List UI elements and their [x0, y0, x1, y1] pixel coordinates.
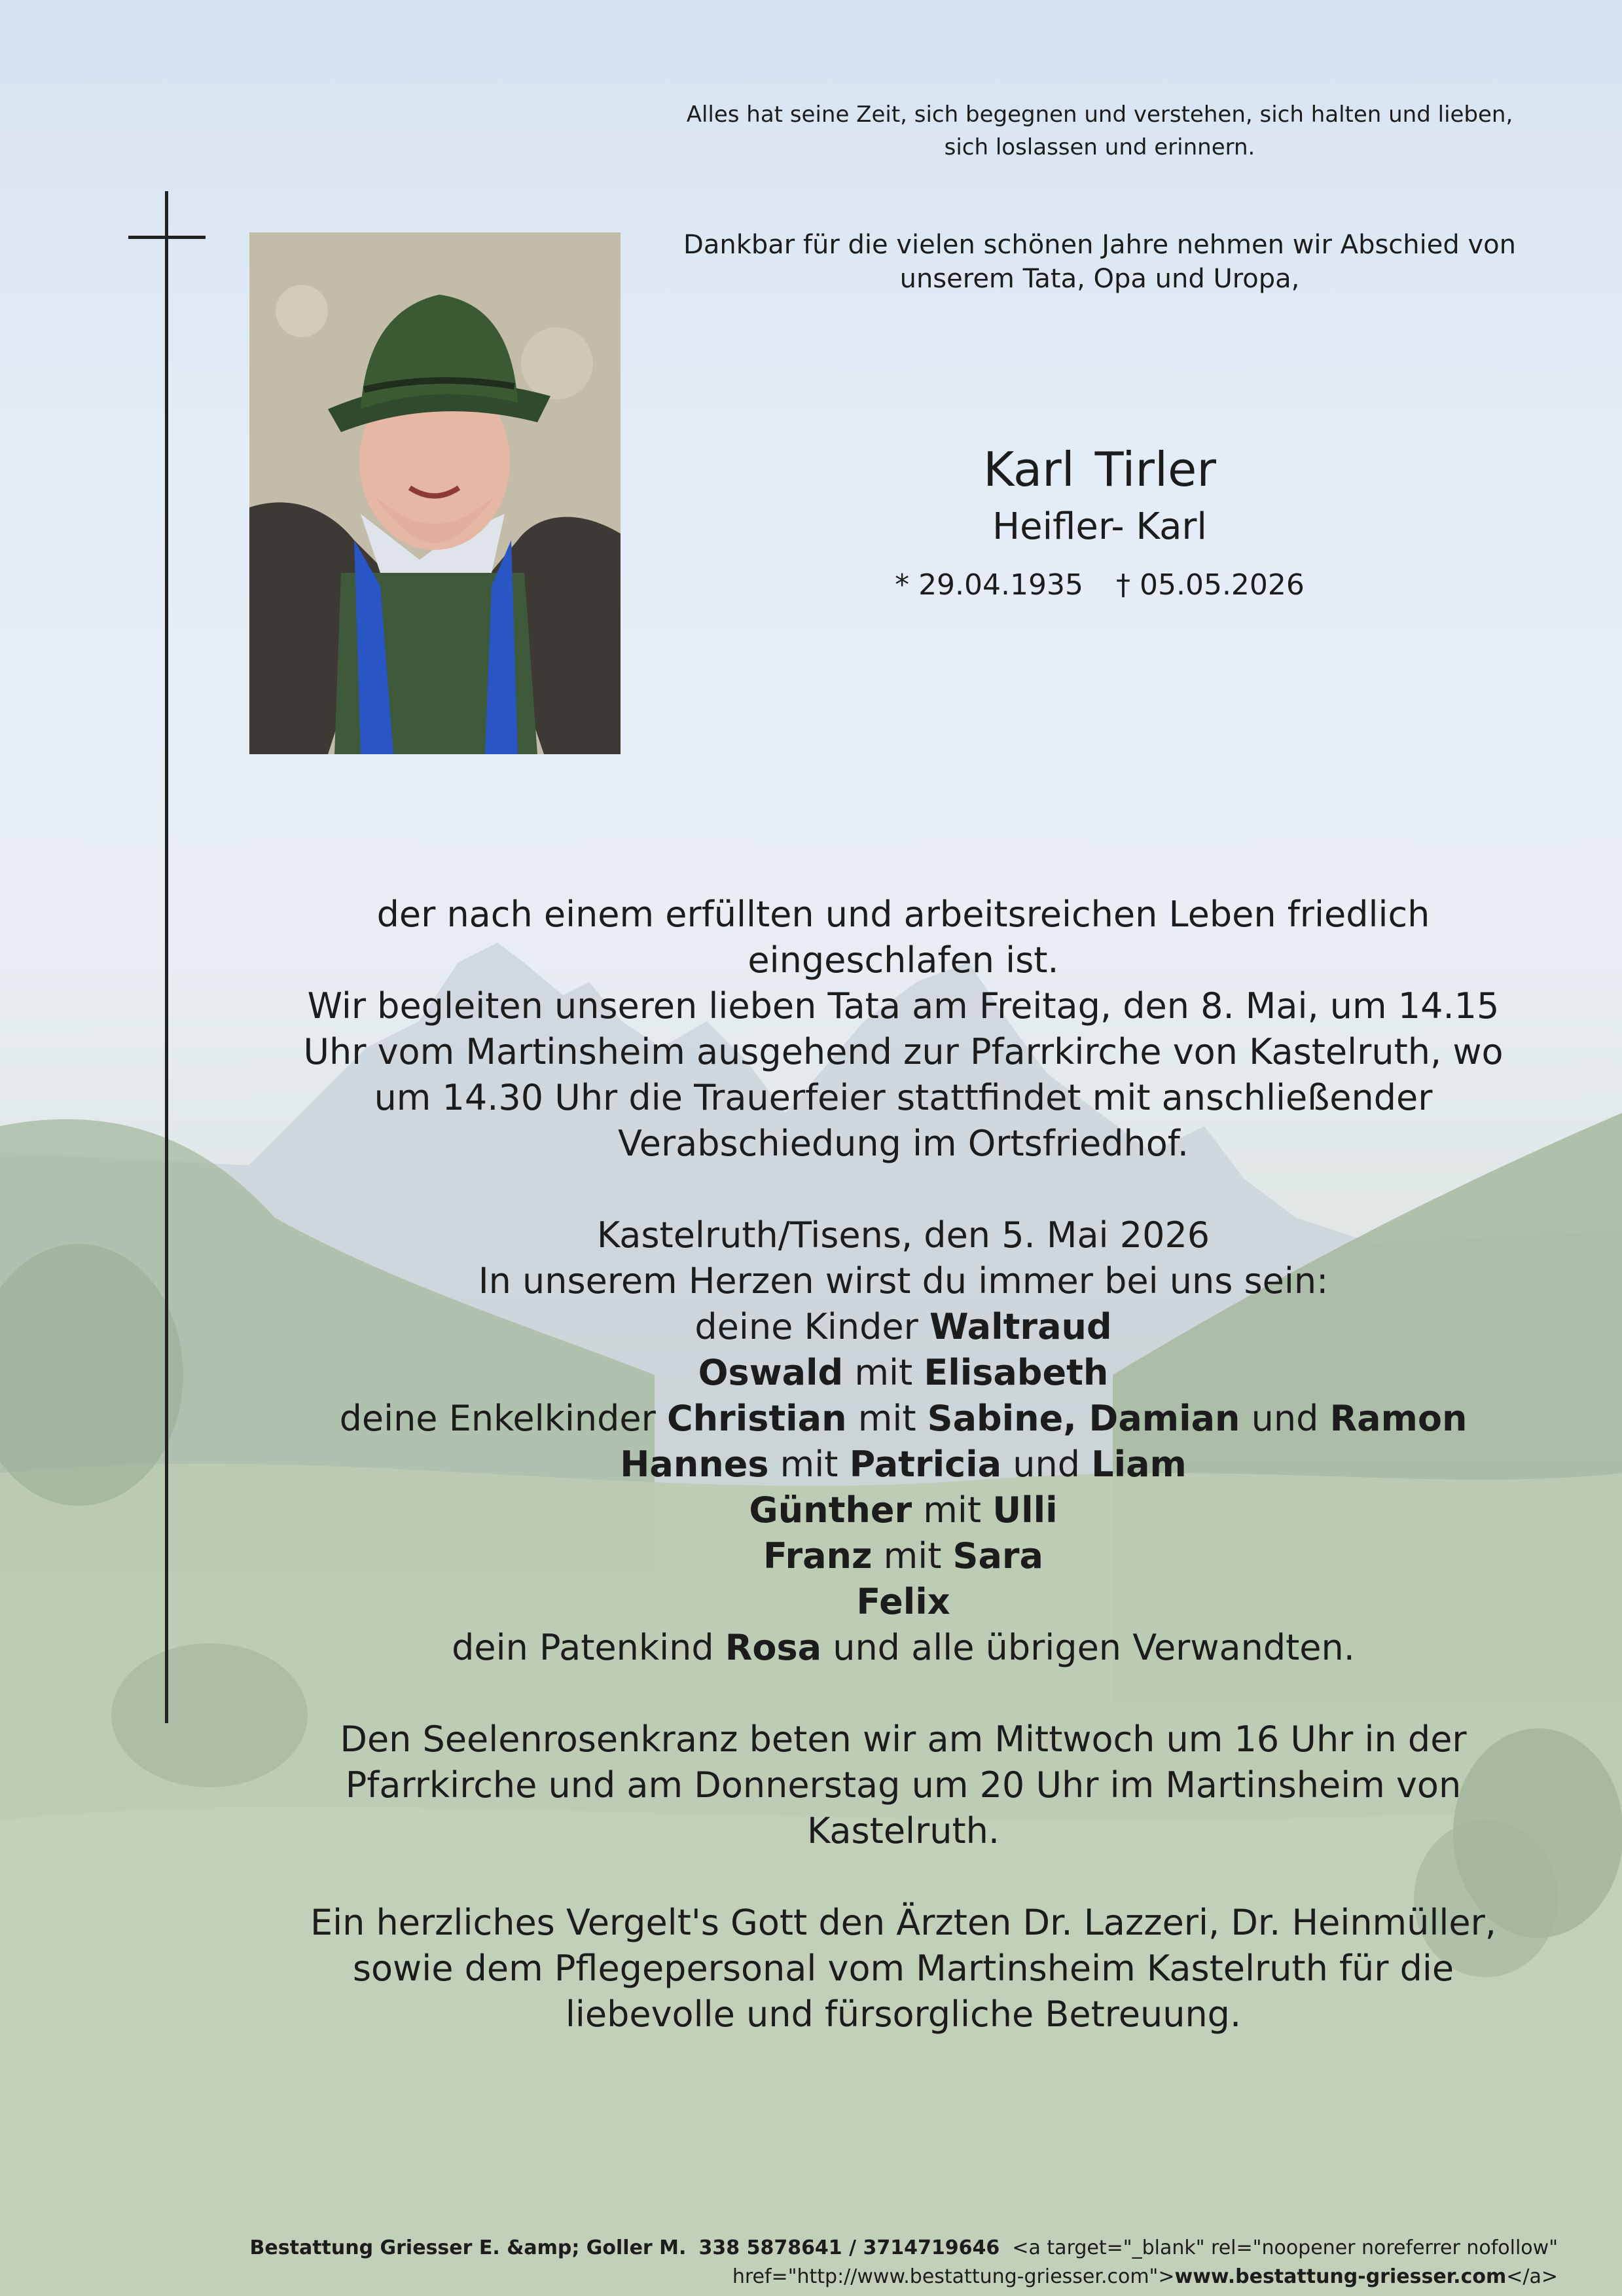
link-markup: <a target="_blank" rel="noopener noreferrer nofollow": [1012, 2236, 1558, 2259]
last-name: Tirler: [1094, 442, 1216, 497]
rosary-line: Kastelruth.: [806, 1810, 1000, 1851]
child-name: Waltraud: [929, 1306, 1112, 1347]
link-markup: </a>: [1506, 2265, 1558, 2288]
grandchild-name: Franz: [763, 1535, 873, 1576]
text-line: der nach einem erfüllten und arbeitsreichen Leben friedlich: [376, 894, 1430, 935]
connector: mit: [883, 1535, 942, 1576]
greatgrandchild-name: Ramon: [1329, 1398, 1468, 1439]
godchild-line: [288, 1625, 1519, 1671]
family-line: [288, 1579, 1519, 1625]
intro-line: unserem Tata, Opa und Uropa,: [899, 264, 1300, 294]
portrait-photo: [249, 232, 621, 754]
heart-line: In unserem Herzen wirst du immer bei uns sein:: [478, 1260, 1329, 1302]
footer-line-1: [196, 2234, 1558, 2263]
grandchild-name: Hannes: [620, 1444, 769, 1485]
first-name: Karl: [983, 442, 1075, 497]
cross-horizontal-line: [128, 236, 206, 239]
funeral-home-footer: [196, 2234, 1558, 2291]
rosary-line: Pfarrkirche und am Donnerstag um 20 Uhr im Martinsheim von: [345, 1764, 1462, 1806]
connector: und: [1013, 1444, 1080, 1485]
thanks-line: liebevolle und fürsorgliche Betreuung.: [565, 1994, 1242, 2035]
godchild-name: Rosa: [725, 1627, 822, 1668]
grandchild-name: Günther: [749, 1489, 912, 1531]
link-markup: href="http://www.bestattung-griesser.com">: [732, 2265, 1175, 2288]
text-line: eingeschlafen ist.: [748, 939, 1059, 981]
connector: mit: [854, 1352, 913, 1393]
connector: mit: [923, 1489, 982, 1531]
footer-line-2: [196, 2263, 1558, 2291]
partner-name: Sara: [952, 1535, 1043, 1576]
company-name: Bestattung Griesser E. &amp; Goller M.: [249, 2236, 687, 2259]
partner-name: Patricia: [849, 1444, 1002, 1485]
family-line: [288, 1487, 1519, 1533]
thanks-line: Ein herzliches Vergelt's Gott den Ärzten Dr. Lazzeri, Dr. Heinmüller,: [310, 1902, 1496, 1943]
motto-line: sich loslassen und erinnern.: [944, 134, 1255, 160]
connector: mit: [780, 1444, 838, 1485]
motto-line: Alles hat seine Zeit, sich begegnen und verstehen, sich halten und lieben,: [686, 101, 1513, 128]
family-line: [288, 1442, 1519, 1487]
grandchild-name: Felix: [856, 1581, 950, 1622]
text-line: Uhr vom Martinsheim ausgehend zur Pfarrkirche von Kastelruth, wo: [303, 1031, 1504, 1072]
intro-text: [641, 228, 1558, 296]
partner-name: Sabine, Damian: [927, 1398, 1240, 1439]
deceased-nickname: Heifler- Karl: [992, 505, 1207, 548]
life-dates: [772, 567, 1427, 604]
grandchildren-label: deine Enkelkinder: [339, 1398, 656, 1439]
children-label: deine Kinder: [694, 1306, 918, 1347]
family-line: [288, 1533, 1519, 1579]
cross-vertical-line: [165, 191, 168, 1723]
family-line: [288, 1350, 1519, 1396]
intro-line: Dankbar für die vielen schönen Jahre nehmen wir Abschied von: [683, 230, 1516, 260]
partner-name: Ulli: [992, 1489, 1058, 1531]
godchild-label: dein Patenkind: [452, 1627, 714, 1668]
partner-name: Elisabeth: [924, 1352, 1109, 1393]
text-line: Wir begleiten unseren lieben Tata am Freitag, den 8. Mai, um 14.15: [307, 985, 1500, 1027]
birth-date: * 29.04.1935: [895, 568, 1083, 602]
connector: und: [1251, 1398, 1319, 1439]
text-line: um 14.30 Uhr die Trauerfeier stattfindet mit anschließender: [374, 1077, 1433, 1118]
grandchildren-line: [288, 1396, 1519, 1442]
obituary-text: [288, 892, 1519, 2037]
rosary-line: Den Seelenrosenkranz beten wir am Mittwoch um 16 Uhr in der: [340, 1719, 1467, 1760]
deceased-name: [772, 440, 1427, 499]
connector: mit: [857, 1398, 916, 1439]
grandchild-name: Christian: [666, 1398, 847, 1439]
motto-quote: [641, 98, 1558, 164]
children-line: [288, 1304, 1519, 1350]
child-name: Oswald: [698, 1352, 844, 1393]
relatives-text: und alle übrigen Verwandten.: [833, 1627, 1355, 1668]
phone-numbers: 338 5878641 / 3714719646: [698, 2236, 1000, 2259]
thanks-line: sowie dem Pflegepersonal vom Martinsheim Kastelruth für die: [352, 1948, 1454, 1989]
website-link[interactable]: www.bestattung-griesser.com: [1174, 2265, 1507, 2288]
death-date: † 05.05.2026: [1116, 568, 1305, 602]
greatgrandchild-name: Liam: [1091, 1444, 1187, 1485]
text-line: Verabschiedung im Ortsfriedhof.: [618, 1123, 1189, 1164]
place-date: Kastelruth/Tisens, den 5. Mai 2026: [596, 1214, 1210, 1256]
